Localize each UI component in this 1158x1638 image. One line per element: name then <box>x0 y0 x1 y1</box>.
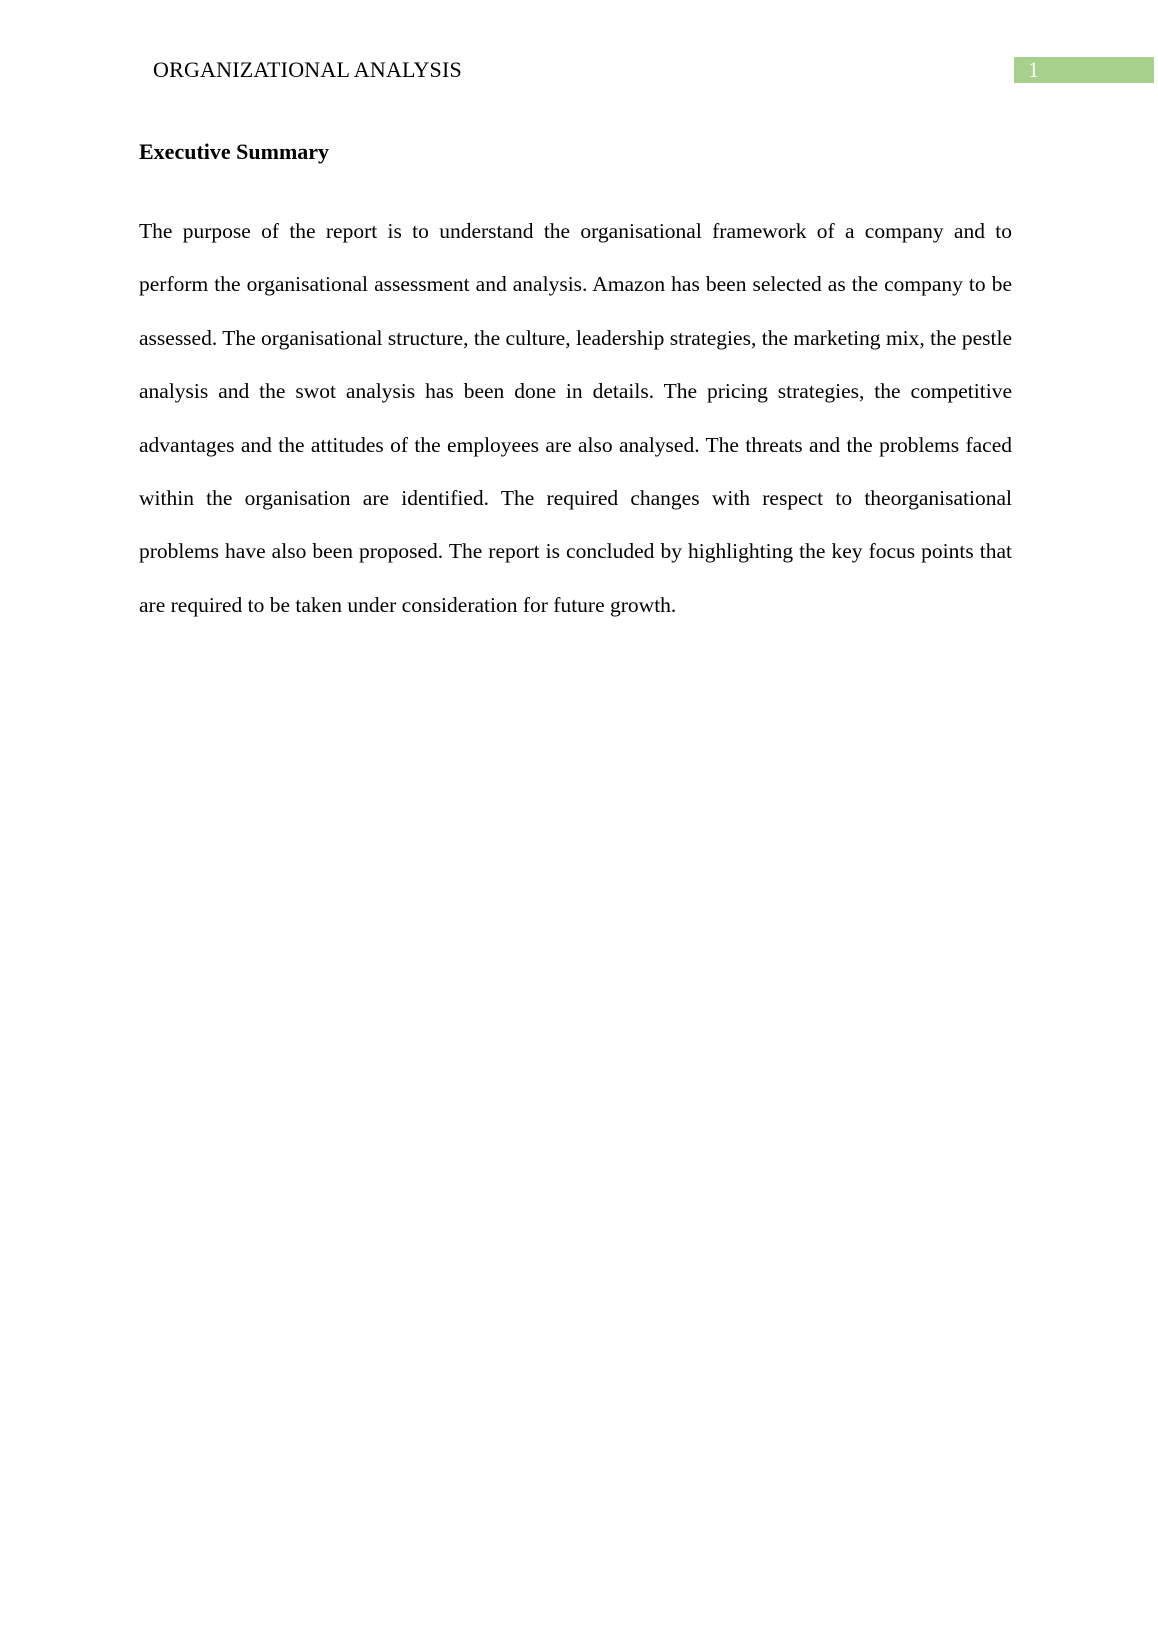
page-number: 1 <box>1014 57 1154 83</box>
summary-paragraph: The purpose of the report is to understand the organisational framework of a company and to perform the organisational assessment and analysis. Amazon has been selected as the company to be assessed. The organisational structure, the culture, leadership strategies, the marketing mix, the pestle analysis and the swot analysis has been done in details. The pricing strategies, the competitive advantages and the attitudes of the employees are also analysed. The threats and the problems faced within the organisation are identified. The required changes with respect to theorganisational problems have also been proposed. The report is concluded by highlighting the key focus points that are required to be taken under consideration for future growth. <box>139 219 1012 617</box>
section-heading: Executive Summary <box>139 139 330 164</box>
running-header-title: ORGANIZATIONAL ANALYSIS <box>153 57 462 82</box>
